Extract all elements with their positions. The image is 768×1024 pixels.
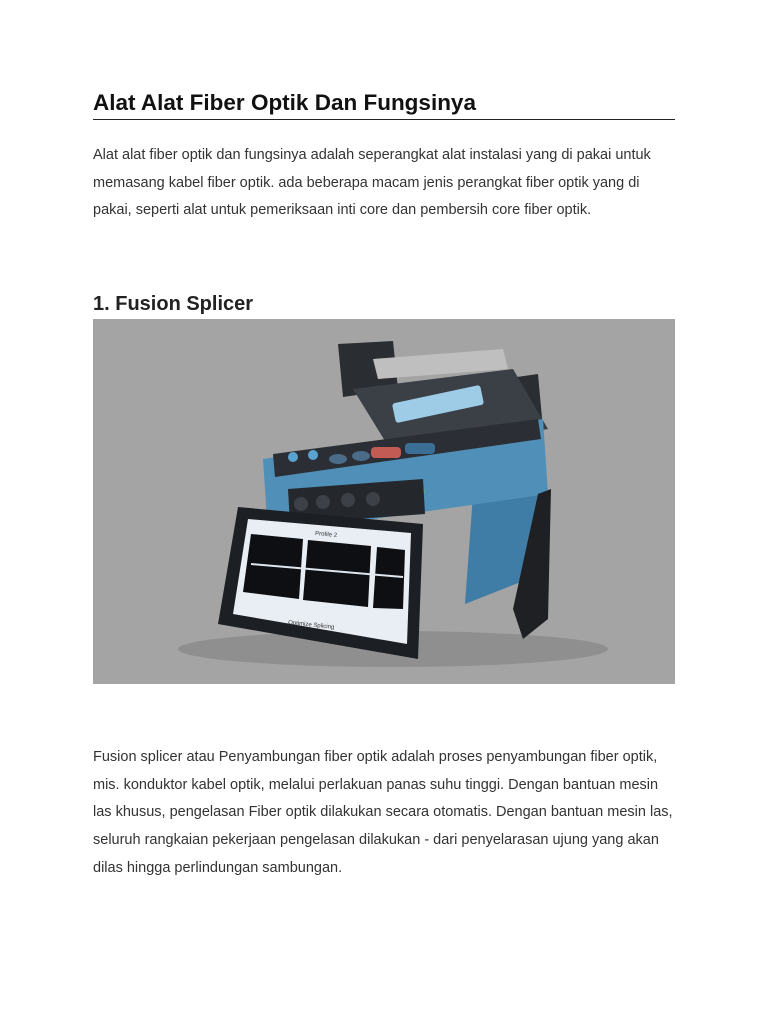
screen-status-text: Optimize Splicing [287,620,335,631]
device-screen-panel [373,547,405,609]
device-round-button [294,497,308,511]
device-button [329,454,347,464]
screen-mode-text: Profile 2 [314,531,338,539]
section-body-paragraph: Fusion splicer atau Penyambungan fiber optik adalah proses penyambungan fiber optik, mis. konduktor kabel optik, melalui perlakuan panas suhu tinggi. Dengan bantuan mesin las khusus, pengelasan Fiber optik dilakukan secara otomatis. Dengan bantuan mesin las, seluruh rangkaian pekerjaan pengelasan dilakukan - dari penyelarasan ujung yang akan dilas hingga perlindungan sambungan. [93,749,673,876]
device-button [308,450,318,460]
device-round-button [366,492,380,506]
device-button [405,443,435,454]
device-button [288,452,298,462]
section-heading: 1. Fusion Splicer [93,293,254,315]
device-round-button [316,495,330,509]
device-button [352,451,370,461]
page-title: Alat Alat Fiber Optik Dan Fungsinya [93,88,675,120]
device-button [371,447,401,458]
fusion-splicer-image [93,319,675,684]
device-round-button [341,493,355,507]
intro-paragraph: Alat alat fiber optik dan fungsinya adalah seperangkat alat instalasi yang di pakai untuk memasang kabel fiber optik. ada beberapa macam jenis perangkat fiber optik yang di pakai, seperti alat untuk pemeriksaan inti core dan pembersih core fiber optik. [93,147,651,219]
